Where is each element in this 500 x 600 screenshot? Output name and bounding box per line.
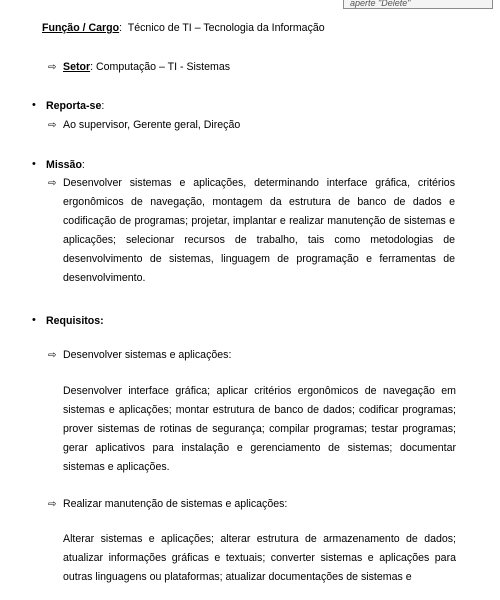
sector-value: : Computação – TI - Sistemas bbox=[90, 61, 231, 73]
arrow-icon: ⇨ bbox=[48, 178, 57, 189]
mission-text: Desenvolver sistemas e aplicações, determinando interface gráfica, critérios ergonômicos de navegação, montagem da estrutura de banco de dados e codificação de programas; projetar, implantar e realizar manutenção de sistemas e aplicações; selecionar recursos de trabalho, tais como metodologias de desenvolvimento de sistemas, linguagem de programação e ferramentas de desenvolvimento. bbox=[63, 177, 455, 284]
requirements-title: Requisitos: bbox=[46, 315, 104, 327]
reports-to-colon: : bbox=[101, 100, 105, 112]
tooltip: aperte "Delete" bbox=[343, 0, 493, 9]
bullet-icon: • bbox=[32, 99, 36, 111]
requirement-heading: Realizar manutenção de sistemas e aplicações: bbox=[63, 498, 288, 510]
arrow-icon: ⇨ bbox=[48, 499, 57, 510]
bullet-icon: • bbox=[32, 314, 36, 326]
sector-label: Setor bbox=[63, 61, 91, 73]
sector-line bbox=[63, 61, 230, 74]
reports-to-heading bbox=[46, 100, 104, 113]
arrow-icon: ⇨ bbox=[48, 350, 57, 361]
requirement-text: Alterar sistemas e aplicações; alterar estrutura de armazenamento de dados; atualizar informações gráficas e textuais; converter sistemas e aplicações para outras linguagens ou plataformas; atualizar documentações de sistemas e bbox=[63, 533, 456, 583]
job-title-separator: : bbox=[119, 22, 123, 34]
requirement-heading: Desenvolver sistemas e aplicações: bbox=[63, 349, 232, 361]
reports-to-item: Ao supervisor, Gerente geral, Direção bbox=[63, 119, 241, 131]
reports-to-title: Reporta-se bbox=[46, 100, 102, 112]
job-title-label: Função / Cargo bbox=[42, 22, 120, 34]
requirement-text: Desenvolver interface gráfica; aplicar critérios ergonômicos de navegação em sistemas e aplicações; montar estrutura de banco de dados; codificar programas; prover sistemas de rotinas de segurança; compilar programas; testar programas; gerar aplicativos para instalação e gerenciamento de sistemas; documentar sistemas e aplicações. bbox=[63, 385, 456, 473]
job-title-value: Técnico de TI – Tecnologia da Informação bbox=[127, 22, 325, 34]
job-title-line bbox=[42, 22, 325, 35]
mission-heading bbox=[46, 159, 85, 172]
arrow-icon: ⇨ bbox=[48, 120, 57, 131]
arrow-icon: ⇨ bbox=[48, 62, 57, 73]
mission-colon: : bbox=[81, 159, 85, 171]
bullet-icon: • bbox=[32, 158, 36, 170]
mission-title: Missão bbox=[46, 159, 82, 171]
